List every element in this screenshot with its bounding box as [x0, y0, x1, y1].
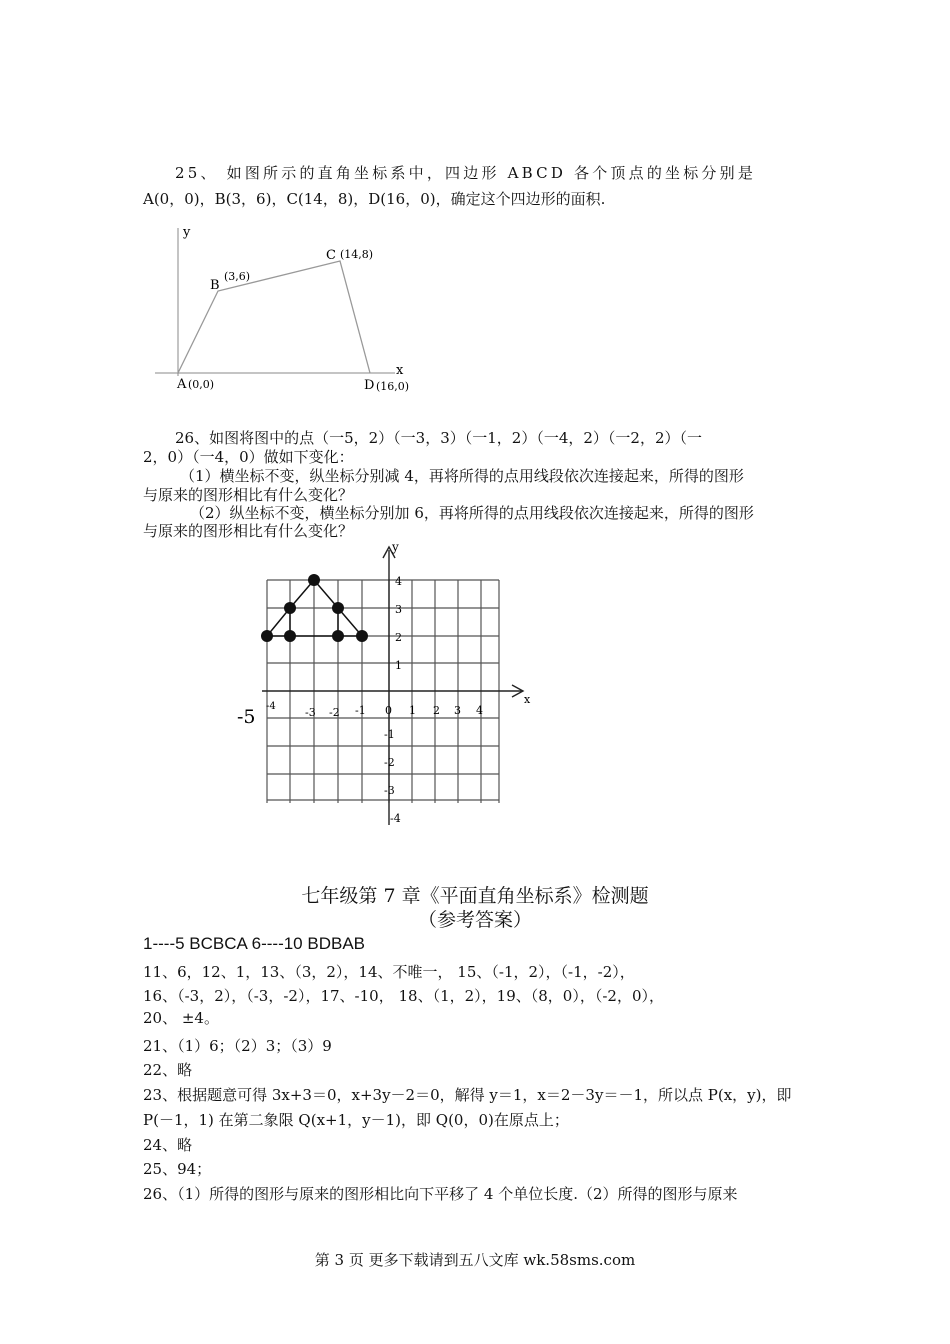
page-footer: 第 3 页 更多下载请到五八文库 wk.58sms.com	[314, 1251, 636, 1269]
x-tick: 1	[409, 704, 416, 717]
coord-a: (0,0)	[188, 378, 215, 391]
coord-c: (14,8)	[340, 248, 374, 261]
point	[356, 630, 368, 642]
y-axis-label: y	[183, 225, 191, 240]
x-tick: -3	[305, 706, 316, 719]
point	[284, 602, 296, 614]
x-tick: 0	[385, 704, 392, 717]
answer-22: 22、略	[143, 1061, 193, 1079]
y-tick: 3	[395, 603, 402, 616]
quadrilateral-figure	[150, 218, 430, 398]
label-d: D	[364, 378, 375, 393]
y-axis-label: y	[392, 540, 399, 554]
q26-line5: （2）纵坐标不变，横坐标分别加 6，再将所得的点用线段依次连接起来，所得的图形	[190, 504, 754, 522]
y-tick: -1	[384, 728, 395, 741]
x-tick: 3	[454, 704, 461, 717]
point	[332, 630, 344, 642]
answer-21: 21、（1）6；（2）3；（3）9	[143, 1037, 332, 1055]
y-tick: -2	[384, 756, 395, 769]
answer-23-line2: P(－1，1) 在第二象限 Q(x+1，y－1)，即 Q(0，0)在原点上；	[143, 1111, 569, 1129]
q26-line4: 与原来的图形相比有什么变化？	[143, 486, 354, 504]
quadrilateral-abcd	[178, 261, 370, 373]
x-tick: 4	[476, 704, 483, 717]
answer-1-10: 1----5 BCBCA 6----10 BDBAB	[143, 934, 365, 953]
answer-26: 26、（1）所得的图形与原来的图形相比向下平移了 4 个单位长度.（2）所得的图形与原来	[143, 1185, 738, 1203]
label-c: C	[326, 248, 336, 263]
x-tick: -2	[329, 706, 340, 719]
answer-16-19: 16、（-3，2），（-3，-2），17、-10， 18、（1，2），19、（8，0），（-2，0），	[143, 987, 664, 1005]
q25-line1: 25、 如图所示的直角坐标系中，四边形 ABCD 各个顶点的坐标分别是	[175, 164, 757, 182]
y-tick: -3	[384, 784, 395, 797]
point	[308, 574, 320, 586]
answer-20: 20、 ±4。	[143, 1009, 219, 1027]
q26-line2: 2，0）（一4，0）做如下变化：	[143, 448, 354, 466]
q26-line1: 26、如图将图中的点（一5，2）（一3，3）（一1，2）（一4，2）（一2，2）（一	[175, 429, 703, 447]
x-axis-label: x	[524, 693, 531, 706]
x-axis-label: x	[396, 363, 404, 378]
point	[284, 630, 296, 642]
label-a: A	[177, 377, 187, 392]
answer-23-line1: 23、根据题意可得 3x+3＝0，x+3y－2＝0，解得 y＝1，x＝2－3y＝－1，所以点 P(x，y)，即	[143, 1086, 792, 1104]
y-tick: 2	[395, 631, 402, 644]
x-tick: 2	[433, 704, 440, 717]
coord-b: (3,6)	[224, 270, 251, 283]
label-b: B	[210, 278, 220, 293]
answer-25: 25、94；	[143, 1160, 212, 1178]
q25-line2: A(0，0)，B(3，6)，C(14，8)，D(16，0)，确定这个四边形的面积.	[143, 190, 606, 208]
y-tick: -4	[390, 812, 401, 825]
answer-11-15: 11、6，12、1，13、（3，2），14、不唯一， 15、（-1，2），（-1，-2），	[143, 963, 635, 981]
point	[261, 630, 273, 642]
coord-d: (16,0)	[376, 380, 410, 393]
answer-24: 24、略	[143, 1136, 193, 1154]
answers-subtitle: （参考答案）	[417, 909, 532, 931]
x-tick: -1	[355, 704, 366, 717]
grid-figure	[232, 538, 537, 828]
q26-line3: （1）横坐标不变，纵坐标分别减 4，再将所得的点用线段依次连接起来，所得的图形	[180, 467, 744, 485]
answers-title: 七年级第 7 章《平面直角坐标系》检测题	[301, 885, 649, 907]
x-tick-minus-five: -5	[237, 706, 256, 728]
y-tick: 1	[395, 659, 402, 672]
x-tick: -4	[266, 701, 276, 712]
q26-line6: 与原来的图形相比有什么变化？	[143, 522, 354, 540]
point	[332, 602, 344, 614]
y-tick: 4	[395, 575, 402, 588]
